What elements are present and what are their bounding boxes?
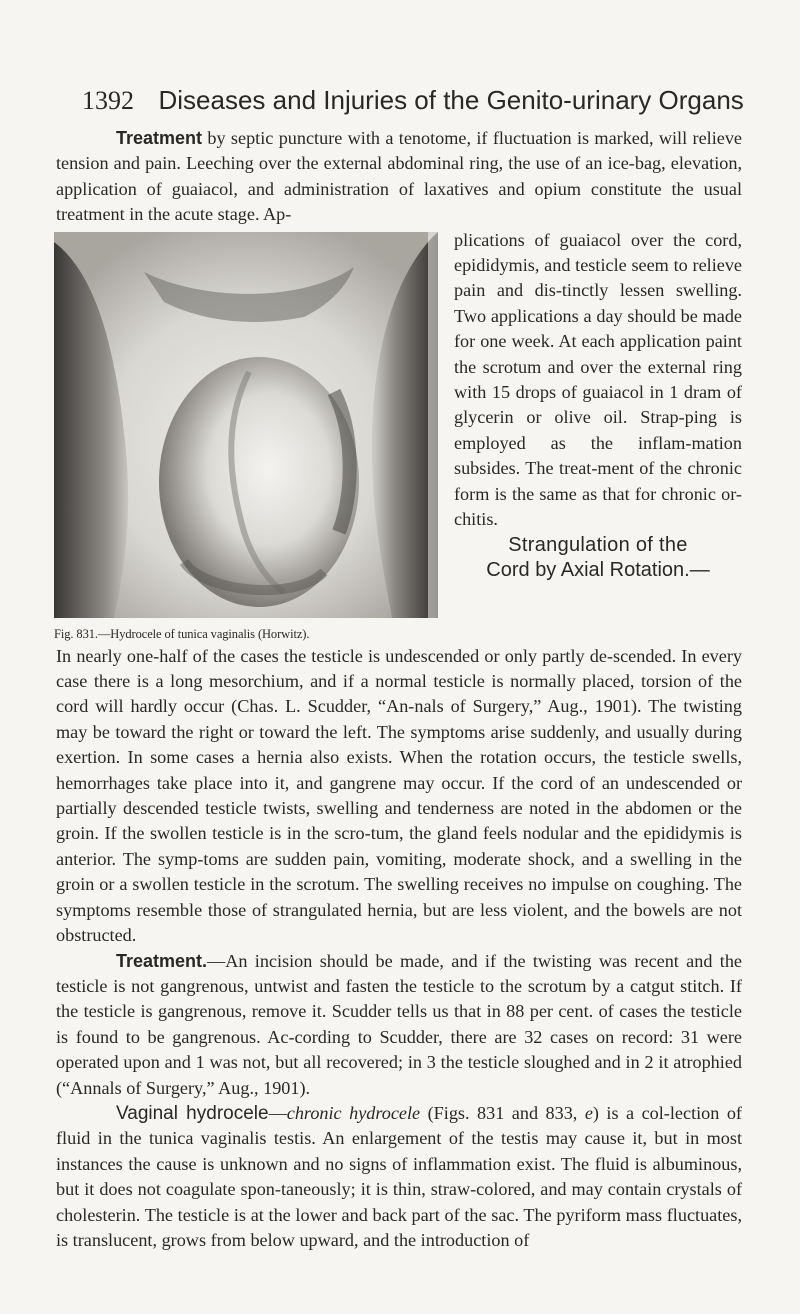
page-number: 1392 <box>82 86 134 115</box>
treatment2-text: —An incision should be made, and if the twisting was recent and the testicle is not gangrenous, untwist and fasten the testicle to the scrotum by a catgut stitch. If the testicle is gangrenous, remove it. Scudder tells us that in 88 per cent. of cases the testicle is found to be gangrenous. Ac-cording to Scudder, there are 32 cases on record: 31 were operated upon and 1 was not, but all recovered; in 3 the testicle sloughed and in 2 it atrophied (“Annals of Surgery,” Aug., 1901). <box>56 950 742 1098</box>
figure-831 <box>54 232 442 644</box>
vaginal-text-1: (Figs. 831 and 833, <box>420 1102 585 1123</box>
vaginal-dash: — <box>268 1102 287 1123</box>
vaginal-hydrocele-heading: Vaginal hydrocele <box>116 1102 269 1124</box>
strangulation-paragraph: In nearly one-half of the cases the testicle is undescended or only partly de-scended. In every case there is a long mesorchium, and if a normal testicle is normally placed, torsion of the cord will hardly occur (Chas. L. Scudder, “An-nals of Surgery,” Aug., 1901). The twisting may be toward the right or toward the left. The symptoms arise suddenly, and usually during exertion. In some cases a hernia also exists. When the rotation occurs, the testicle swells, hemorrhages take place into it, and gangrene may occur. If the cord of an undescended or partially descended testicle twists, swelling and tenderness are noted in the abdomen or the groin. If the swollen testicle is in the scro-tum, the gland feels nodular and the epididymis is anterior. The symp-toms are sudden pain, vomiting, moderate shock, and a swelling in the groin or a swollen testicle in the scrotum. The swelling receives no impulse on coughing. The symptoms resemble those of strangulated hernia, but are less violent, and the bowels are not obstructed. <box>56 645 742 946</box>
vaginal-hydrocele-paragraph <box>56 1101 742 1253</box>
strangulation-heading-line1: Strangulation of the <box>508 533 688 556</box>
vaginal-italic-term: chronic hydrocele <box>286 1102 421 1123</box>
intro-text: by septic puncture with a tenotome, if fluctuation is marked, will relieve tension and pain. Leeching over the external abdominal ring, the use of an ice-bag, elevation, application of guaiacol, and administration of laxatives and opium constitute the usual treatment in the acute stage. Ap- <box>56 128 742 225</box>
running-head <box>82 84 742 117</box>
figure-caption: Fig. 831.—Hydrocele of tunica vaginalis (Horwitz). <box>54 626 310 641</box>
guaiacol-paragraph: plications of guaiacol over the cord, epididymis, and testicle seem to relieve pain and dis-tinctly lessen swelling. Two applications a day should be made for one week. At each application paint the scrotum and over the external ring with 15 drops of guaiacol in 1 dram of glycerin or olive oil. Strap-ping is employed as the inflam-mation subsides. The treat-ment of the chronic form is the same as that for chronic or-chitis. <box>454 229 742 530</box>
vaginal-italic-letter: e <box>584 1102 593 1123</box>
treatment-heading: Treatment <box>116 128 203 148</box>
strangulation-heading-line2: Cord by Axial Rotation.— <box>486 558 710 581</box>
treatment2-paragraph <box>56 949 742 1101</box>
hydrocele-photo <box>54 232 438 618</box>
intro-paragraph <box>56 126 742 228</box>
body-text <box>56 126 742 1253</box>
treatment2-heading: Treatment. <box>116 950 208 971</box>
vaginal-text-2: ) is a col-lection of fluid in the tunica vaginalis testis. An enlargement of the testis may cause it, but in most instances the cause is unknown and no signs of inflammation exist. The fluid is albuminous, but it does not coagulate spon-taneously; it is thin, straw-colored, and may contain crystals of cholesterin. The testicle is at the lower and back part of the sac. The pyriform mass fluctuates, is translucent, grows from below upward, and the introduction of <box>56 1102 742 1250</box>
running-title: Diseases and Injuries of the Genito-urinary Organs <box>158 85 744 115</box>
